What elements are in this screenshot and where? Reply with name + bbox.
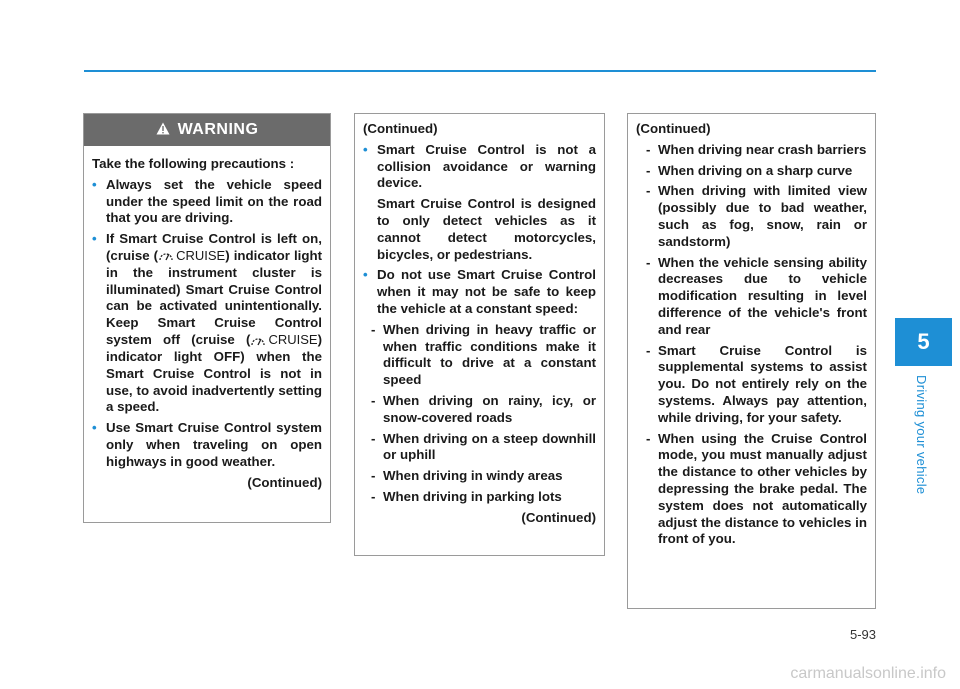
cruise-icon-label: CRUISE — [268, 332, 318, 348]
list-item: - When driving in parking lots — [371, 488, 562, 504]
warning-header — [84, 114, 330, 146]
list-item: - When driving with limited view (possibly due to bad weather, such as fog, snow, rain or sandstorm) — [646, 183, 867, 249]
list-item-text: When driving on a steep downhill or uphill — [383, 430, 596, 463]
continued-label: (Continued) — [247, 474, 322, 490]
list-item-text: When driving on a sharp curve — [658, 162, 853, 178]
list-item: - When the vehicle sensing ability decreases due to vehicle modification resulting in level difference of the vehicle's front and rear — [646, 254, 867, 337]
warning-title: WARNING — [177, 120, 259, 138]
watermark[interactable]: carmanualsonline.info — [790, 665, 946, 682]
bullet-text: Use Smart Cruise Control system only when traveling on open highways in good weather. — [106, 420, 322, 469]
warning-bullet: • Smart Cruise Control is not a collision avoidance or warning device. — [363, 141, 596, 191]
warning-triangle-icon — [156, 122, 170, 139]
warning-bullet: • Do not use Smart Cruise Control when it may not be safe to keep the vehicle at a constant speed: — [363, 267, 596, 316]
page-number: 5-93 — [849, 627, 876, 642]
chapter-number: 5 — [917, 329, 930, 354]
chapter-title: Driving your vehicle — [914, 375, 929, 495]
warning-continued-box-3 — [627, 113, 876, 609]
list-item-text: When using the Cruise Control mode, you must manually adjust the distance to other vehicles by depressing the brake pedal. The system does not automatically adjust the distance to vehicles in front of you. — [658, 430, 867, 547]
cruise-indicator-icon — [158, 248, 225, 265]
list-item: - When driving on a sharp curve — [646, 162, 853, 178]
continued-label: (Continued) — [521, 509, 596, 525]
warning-box — [83, 113, 331, 523]
warning-bullet: • Always set the vehicle speed under the speed limit on the road that you are driving. — [92, 176, 322, 226]
warning-bullet: • Use Smart Cruise Control system only when traveling on open highways in good weather. — [92, 420, 322, 469]
list-item: - When using the Cruise Control mode, you must manually adjust the distance to other vehicles by depressing the brake pedal. The system does not automatically adjust the distance to vehicles in front of you. — [646, 430, 867, 547]
warning-intro: Take the following precautions : — [92, 156, 295, 171]
list-item-text: When driving in windy areas — [383, 468, 563, 484]
warning-continued-box-2 — [354, 113, 605, 556]
list-item-text: Smart Cruise Control is supplemental systems to assist you. Do not entirely rely on the systems. Always pay attention, while driving, for your safety. — [658, 342, 867, 425]
header-rule — [84, 70, 876, 72]
list-item-text: When driving on rainy, icy, or snow-covered roads — [383, 392, 596, 425]
warning-bullet: • If Smart Cruise Control is left on, (cruise ( CRUISE ) indicator light in the instrument cluster is illuminated) Smart Cruise Control can be activated unintentionally. Keep Smart Cruise Control system off (cruise ( CRUISE ) indicator light OFF) when the Smart Cruise Control is not in use, to avoid inadvertently setting a speed. — [92, 231, 322, 415]
list-item: - When driving on rainy, icy, or snow-covered roads — [371, 392, 596, 425]
list-item-text: When driving near crash barriers — [658, 141, 867, 157]
bullet-text: Do not use Smart Cruise Control when it may not be safe to keep the vehicle at a constant speed: — [377, 267, 596, 316]
bullet-text: Smart Cruise Control is not a collision avoidance or warning device. — [377, 141, 596, 191]
list-item: - When driving in heavy traffic or when traffic conditions make it difficult to drive at a constant speed — [371, 321, 596, 388]
list-item: - When driving in windy areas — [371, 468, 563, 484]
cruise-indicator-icon — [250, 332, 317, 349]
chapter-tab — [895, 318, 952, 366]
cruise-icon-label: CRUISE — [176, 248, 226, 264]
list-item: - When driving near crash barriers — [646, 141, 867, 157]
bullet-text: If Smart Cruise Control is left on, (cruise ( — [106, 231, 322, 263]
continued-label: (Continued) — [363, 121, 438, 136]
list-item: - When driving on a steep downhill or uphill — [371, 430, 596, 463]
list-item-text: When driving with limited view (possibly due to bad weather, such as fog, snow, rain or sandstorm) — [658, 183, 867, 249]
list-item-text: When the vehicle sensing ability decreases due to vehicle modification resulting in level difference of the vehicle's front and rear — [658, 254, 867, 337]
continued-label: (Continued) — [636, 121, 711, 136]
bullet-text: ) indicator light in the instrument cluster is illuminated) Smart Cruise Control can be activated unintentionally. Keep Smart Cruise Control system off (cruise ( — [106, 247, 322, 348]
bullet-text: ) indicator light OFF) when the Smart Cruise Control is not in use, to avoid inadvertently setting a speed. — [106, 332, 322, 415]
bullet-paragraph: Smart Cruise Control is designed to only detect vehicles as it cannot detect motorcycles, bicycles, or pedestrians. — [377, 196, 596, 262]
list-item-text: When driving in parking lots — [383, 488, 562, 504]
bullet-text: Always set the vehicle speed under the speed limit on the road that you are driving. — [106, 176, 322, 226]
list-item: - Smart Cruise Control is supplemental systems to assist you. Do not entirely rely on the systems. Always pay attention, while driving, for your safety. — [646, 342, 867, 425]
list-item-text: When driving in heavy traffic or when traffic conditions make it difficult to drive at a constant speed — [383, 321, 596, 388]
